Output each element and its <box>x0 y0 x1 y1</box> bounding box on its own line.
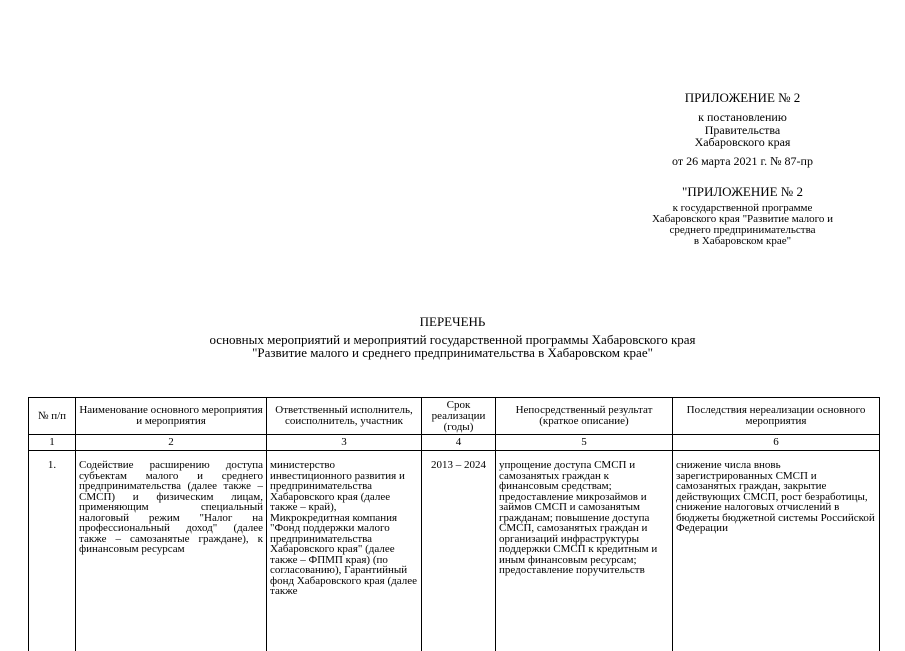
row-activity-name: Содействие расширению доступа субъектам малого и среднего предпринимательства (далее также – СМСП) и физическим лицам, применяющим специальный налоговый режим "Налог на профессиональный доход" (далее также – самозанятые граждане), к финансовым ресурсам <box>76 451 267 651</box>
table-row <box>29 451 880 651</box>
program-ref-line: к государственной программе <box>630 203 855 214</box>
column-header-number: № п/п <box>29 398 76 435</box>
appendix-ref-line: к постановлению <box>630 111 855 124</box>
activities-table <box>28 397 880 651</box>
column-header-executor: Ответственный исполнитель, соисполнитель, участник <box>267 398 422 435</box>
document-subtitle-line: основных мероприятий и мероприятий государственной программы Хабаровского края <box>0 333 905 346</box>
table-header-row <box>29 398 880 435</box>
column-header-name: Наименование основного мероприятия и мероприятия <box>76 398 267 435</box>
document-subtitle <box>0 333 905 359</box>
program-appendix-title: "ПРИЛОЖЕНИЕ № 2 <box>630 186 855 198</box>
row-term: 2013 – 2024 <box>422 451 496 651</box>
column-number: 5 <box>496 435 673 451</box>
program-ref-line: среднего предпринимательства <box>630 225 855 236</box>
column-header-consequence: Последствия нереализации основного мероприятия <box>673 398 880 435</box>
row-consequence: снижение числа вновь зарегистрированных СМСП и самозанятых граждан, закрытие действующих СМСП, рост безработицы, снижение налоговых отчислений в бюджеты бюджетной системы Российской Федерации <box>673 451 880 651</box>
row-number: 1. <box>29 451 76 651</box>
document-title: ПЕРЕЧЕНЬ <box>0 314 905 330</box>
appendix-title: ПРИЛОЖЕНИЕ № 2 <box>630 92 855 104</box>
program-ref-line: Хабаровского края "Развитие малого и <box>630 214 855 225</box>
document-subtitle-line: "Развитие малого и среднего предпринимательства в Хабаровском крае" <box>0 346 905 359</box>
column-number: 3 <box>267 435 422 451</box>
column-number: 6 <box>673 435 880 451</box>
row-result: упрощение доступа СМСП и самозанятых граждан к финансовым средствам; предоставление микрозаймов и займов СМСП и самозанятым гражданам; повышение доступа СМСП, самозанятых граждан и организаций инфраструктуры поддержки СМСП к кредитным и иным финансовым ресурсам; предоставление поручительств <box>496 451 673 651</box>
column-number-row <box>29 435 880 451</box>
column-header-term: Срок реализации (годы) <box>422 398 496 435</box>
program-appendix-reference <box>630 203 855 247</box>
appendix-ref-line: Правительства <box>630 124 855 137</box>
program-ref-line: в Хабаровском крае" <box>630 236 855 247</box>
appendix-date: от 26 марта 2021 г. № 87-пр <box>630 155 855 167</box>
column-number: 2 <box>76 435 267 451</box>
appendix-reference <box>630 111 855 149</box>
appendix-ref-line: Хабаровского края <box>630 136 855 149</box>
row-executor: министерство инвестиционного развития и предпринимательства Хабаровского края (далее также – край), Микрокредитная компания "Фонд поддержки малого предпринимательства Хабаровского края" (далее также – ФПМП края) (по согласованию), Гарантийный фонд Хабаровского края (далее также <box>267 451 422 651</box>
column-header-result: Непосредственный результат (краткое описание) <box>496 398 673 435</box>
column-number: 4 <box>422 435 496 451</box>
column-number: 1 <box>29 435 76 451</box>
